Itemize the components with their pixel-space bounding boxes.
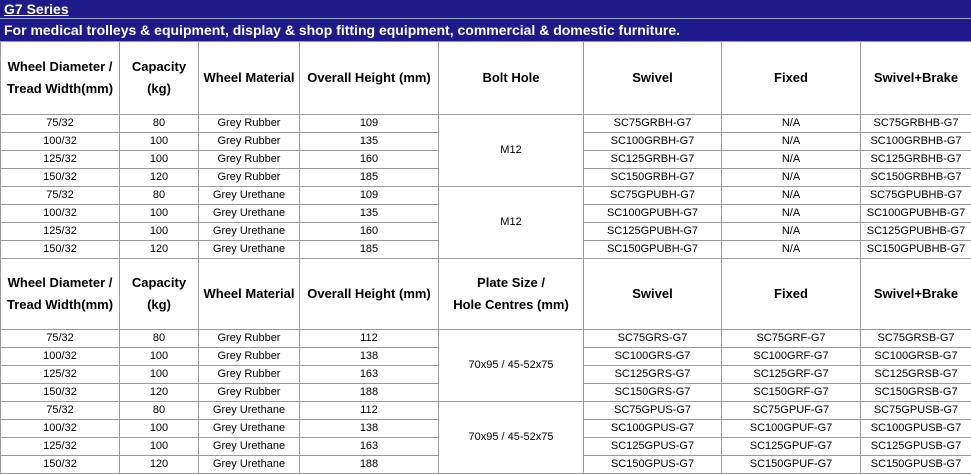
header-swivel-brake [861, 259, 971, 330]
cell-fixed: N/A [722, 205, 861, 223]
cell-fixed: SC125GPUF-G7 [722, 438, 861, 456]
cell-material: Grey Urethane [199, 187, 300, 205]
cell-diameter: 150/32 [1, 241, 120, 259]
series-banner [0, 0, 971, 41]
cell-height: 185 [300, 241, 439, 259]
header-text: Capacity [132, 59, 186, 74]
spec-table [0, 41, 971, 474]
header-text: Overall Height (mm) [307, 70, 431, 85]
cell-fixed: SC125GRF-G7 [722, 366, 861, 384]
header-text: Wheel Diameter / [8, 59, 113, 74]
cell-mount: M12 [439, 187, 584, 259]
cell-diameter: 125/32 [1, 151, 120, 169]
cell-fixed: SC150GPUF-G7 [722, 456, 861, 474]
cell-material: Grey Urethane [199, 402, 300, 420]
cell-capacity: 100 [120, 205, 199, 223]
header-text: Wheel Diameter / [8, 275, 113, 290]
cell-swivel: SC150GPUBH-G7 [584, 241, 722, 259]
cell-swivel: SC125GRBH-G7 [584, 151, 722, 169]
cell-fixed: N/A [722, 151, 861, 169]
header-height [300, 259, 439, 330]
cell-swivel-brake: SC100GPUSB-G7 [861, 420, 971, 438]
cell-capacity: 80 [120, 187, 199, 205]
series-subtitle: For medical trolleys & equipment, display & shop fitting equipment, commercial & domestic furniture. [0, 19, 971, 41]
cell-swivel: SC150GRS-G7 [584, 384, 722, 402]
header-text: Wheel Material [203, 286, 294, 301]
header-swivel [584, 259, 722, 330]
cell-fixed: N/A [722, 241, 861, 259]
cell-diameter: 150/32 [1, 169, 120, 187]
cell-height: 188 [300, 384, 439, 402]
cell-material: Grey Urethane [199, 241, 300, 259]
cell-swivel: SC125GPUS-G7 [584, 438, 722, 456]
header-capacity [120, 259, 199, 330]
table-row [1, 187, 971, 205]
header-text: Overall Height (mm) [307, 286, 431, 301]
header-text: Swivel+Brake [874, 70, 958, 85]
cell-material: Grey Urethane [199, 438, 300, 456]
cell-swivel-brake: SC150GRBHB-G7 [861, 169, 971, 187]
cell-material: Grey Rubber [199, 348, 300, 366]
header-text: Tread Width(mm) [7, 297, 113, 312]
cell-height: 163 [300, 438, 439, 456]
header-text: Capacity [132, 275, 186, 290]
cell-height: 138 [300, 420, 439, 438]
cell-height: 160 [300, 151, 439, 169]
cell-capacity: 120 [120, 384, 199, 402]
header-text: (kg) [147, 297, 171, 312]
header-height [300, 42, 439, 115]
cell-capacity: 100 [120, 420, 199, 438]
cell-swivel-brake: SC75GPUSB-G7 [861, 402, 971, 420]
cell-fixed: N/A [722, 223, 861, 241]
spec-table-body [1, 42, 971, 474]
cell-swivel-brake: SC100GPUBHB-G7 [861, 205, 971, 223]
header-text: Swivel+Brake [874, 286, 958, 301]
header-row [1, 259, 971, 330]
cell-height: 109 [300, 187, 439, 205]
cell-capacity: 120 [120, 169, 199, 187]
cell-capacity: 100 [120, 151, 199, 169]
header-text: Wheel Material [203, 70, 294, 85]
cell-swivel: SC75GRBH-G7 [584, 115, 722, 133]
cell-capacity: 100 [120, 133, 199, 151]
series-title: G7 Series [0, 0, 971, 19]
cell-swivel-brake: SC75GRBHB-G7 [861, 115, 971, 133]
cell-fixed: N/A [722, 169, 861, 187]
cell-swivel: SC75GPUS-G7 [584, 402, 722, 420]
cell-capacity: 80 [120, 115, 199, 133]
cell-material: Grey Urethane [199, 223, 300, 241]
cell-material: Grey Rubber [199, 115, 300, 133]
header-material [199, 42, 300, 115]
cell-swivel-brake: SC75GPUBHB-G7 [861, 187, 971, 205]
cell-material: Grey Rubber [199, 133, 300, 151]
cell-swivel: SC100GPUBH-G7 [584, 205, 722, 223]
header-mount [439, 259, 584, 330]
header-fixed [722, 42, 861, 115]
cell-material: Grey Rubber [199, 330, 300, 348]
cell-capacity: 100 [120, 438, 199, 456]
header-row [1, 42, 971, 115]
cell-swivel-brake: SC100GRSB-G7 [861, 348, 971, 366]
cell-height: 163 [300, 366, 439, 384]
header-text: Swivel [632, 286, 672, 301]
cell-material: Grey Urethane [199, 456, 300, 474]
cell-height: 109 [300, 115, 439, 133]
cell-swivel-brake: SC100GRBHB-G7 [861, 133, 971, 151]
header-text: Tread Width(mm) [7, 81, 113, 96]
cell-diameter: 75/32 [1, 115, 120, 133]
cell-diameter: 125/32 [1, 438, 120, 456]
cell-swivel: SC100GPUS-G7 [584, 420, 722, 438]
header-fixed [722, 259, 861, 330]
cell-height: 112 [300, 402, 439, 420]
table-row [1, 402, 971, 420]
cell-swivel-brake: SC125GRBHB-G7 [861, 151, 971, 169]
header-text: Swivel [632, 70, 672, 85]
cell-diameter: 125/32 [1, 366, 120, 384]
cell-material: Grey Rubber [199, 169, 300, 187]
cell-material: Grey Urethane [199, 420, 300, 438]
header-diameter [1, 259, 120, 330]
cell-material: Grey Rubber [199, 366, 300, 384]
cell-fixed: N/A [722, 187, 861, 205]
cell-diameter: 125/32 [1, 223, 120, 241]
cell-swivel-brake: SC150GPUSB-G7 [861, 456, 971, 474]
cell-capacity: 100 [120, 366, 199, 384]
cell-fixed: N/A [722, 133, 861, 151]
header-capacity [120, 42, 199, 115]
cell-fixed: SC75GPUF-G7 [722, 402, 861, 420]
cell-height: 135 [300, 133, 439, 151]
cell-mount: 70x95 / 45-52x75 [439, 402, 584, 474]
cell-capacity: 100 [120, 223, 199, 241]
cell-capacity: 80 [120, 402, 199, 420]
cell-diameter: 75/32 [1, 402, 120, 420]
cell-swivel-brake: SC75GRSB-G7 [861, 330, 971, 348]
cell-swivel-brake: SC150GRSB-G7 [861, 384, 971, 402]
cell-fixed: SC100GRF-G7 [722, 348, 861, 366]
header-mount [439, 42, 584, 115]
cell-material: Grey Urethane [199, 205, 300, 223]
cell-fixed: SC100GPUF-G7 [722, 420, 861, 438]
header-swivel-brake [861, 42, 971, 115]
cell-swivel: SC150GRBH-G7 [584, 169, 722, 187]
header-text: Fixed [774, 286, 808, 301]
cell-swivel-brake: SC125GRSB-G7 [861, 366, 971, 384]
cell-swivel-brake: SC125GPUSB-G7 [861, 438, 971, 456]
cell-diameter: 150/32 [1, 384, 120, 402]
cell-height: 160 [300, 223, 439, 241]
cell-mount: 70x95 / 45-52x75 [439, 330, 584, 402]
header-swivel [584, 42, 722, 115]
header-text: Plate Size / [477, 275, 545, 290]
cell-height: 135 [300, 205, 439, 223]
cell-swivel: SC125GRS-G7 [584, 366, 722, 384]
cell-swivel-brake: SC150GPUBHB-G7 [861, 241, 971, 259]
cell-capacity: 120 [120, 456, 199, 474]
cell-diameter: 100/32 [1, 133, 120, 151]
cell-height: 185 [300, 169, 439, 187]
cell-material: Grey Rubber [199, 384, 300, 402]
cell-swivel: SC100GRBH-G7 [584, 133, 722, 151]
cell-fixed: SC75GRF-G7 [722, 330, 861, 348]
cell-height: 188 [300, 456, 439, 474]
header-text: Fixed [774, 70, 808, 85]
cell-capacity: 120 [120, 241, 199, 259]
cell-swivel: SC75GPUBH-G7 [584, 187, 722, 205]
header-diameter [1, 42, 120, 115]
cell-fixed: N/A [722, 115, 861, 133]
cell-height: 112 [300, 330, 439, 348]
cell-swivel: SC75GRS-G7 [584, 330, 722, 348]
cell-diameter: 150/32 [1, 456, 120, 474]
header-text: (kg) [147, 81, 171, 96]
cell-mount: M12 [439, 115, 584, 187]
cell-swivel-brake: SC125GPUBHB-G7 [861, 223, 971, 241]
header-material [199, 259, 300, 330]
cell-fixed: SC150GRF-G7 [722, 384, 861, 402]
table-row [1, 115, 971, 133]
table-row [1, 330, 971, 348]
cell-diameter: 75/32 [1, 187, 120, 205]
cell-height: 138 [300, 348, 439, 366]
cell-swivel: SC125GPUBH-G7 [584, 223, 722, 241]
cell-capacity: 100 [120, 348, 199, 366]
cell-capacity: 80 [120, 330, 199, 348]
cell-swivel: SC100GRS-G7 [584, 348, 722, 366]
header-text: Hole Centres (mm) [453, 297, 569, 312]
cell-swivel: SC150GPUS-G7 [584, 456, 722, 474]
cell-diameter: 100/32 [1, 205, 120, 223]
cell-diameter: 75/32 [1, 330, 120, 348]
cell-diameter: 100/32 [1, 420, 120, 438]
header-text: Bolt Hole [482, 70, 539, 85]
cell-diameter: 100/32 [1, 348, 120, 366]
cell-material: Grey Rubber [199, 151, 300, 169]
